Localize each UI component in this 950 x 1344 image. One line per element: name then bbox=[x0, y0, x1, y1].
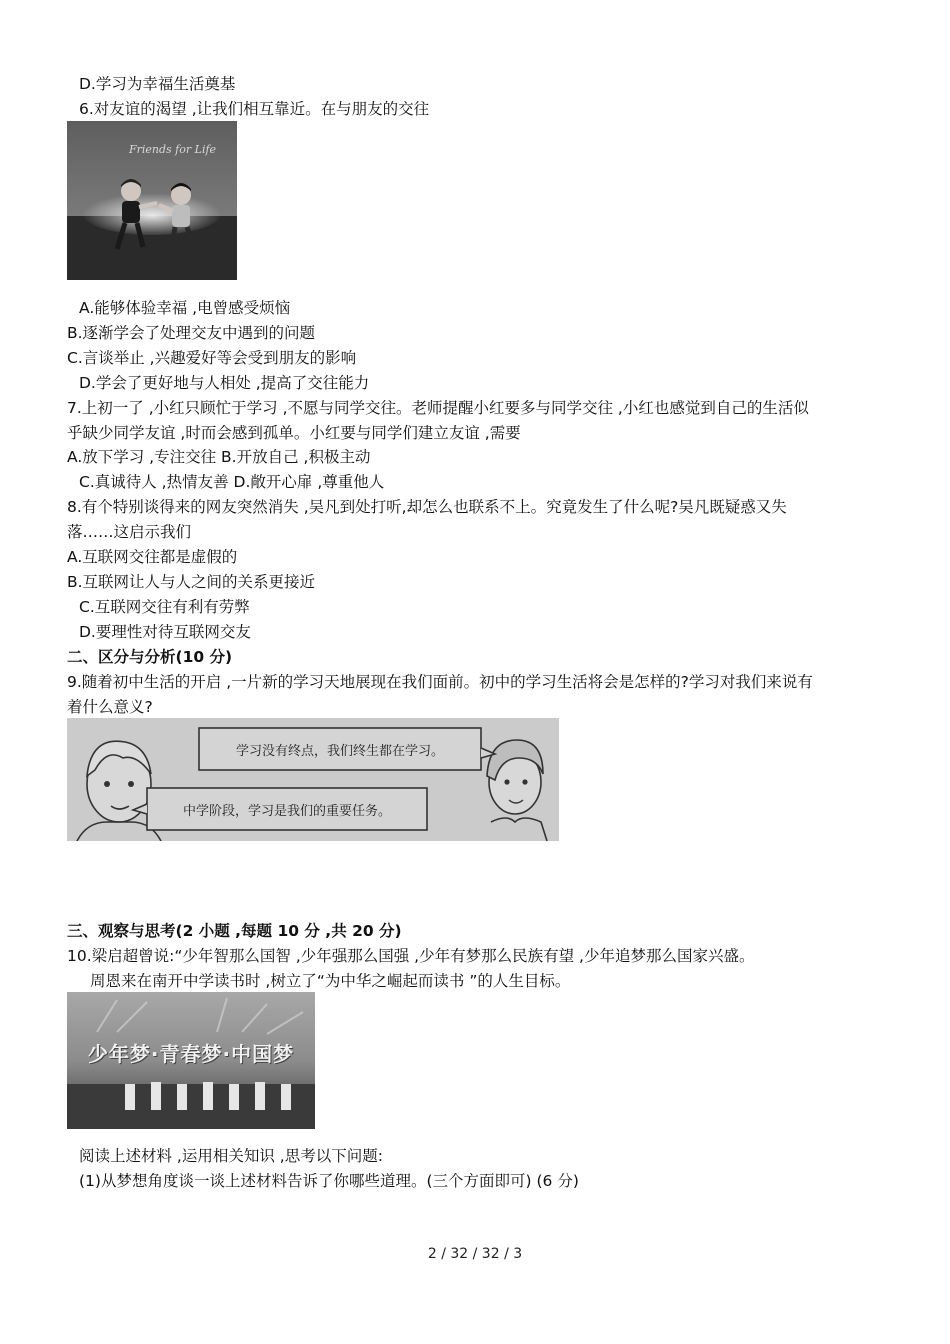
q8-stem-line-2: 落……这启示我们 bbox=[67, 523, 192, 541]
q6-option-b: B.逐渐学会了处理交友中遇到的问题 bbox=[67, 324, 316, 342]
q8-stem-line-1: 8.有个特别谈得来的网友突然消失 ,吴凡到处打听,却怎么也联系不上。究竟发生了什么呢?吴凡既疑惑又失 bbox=[67, 498, 787, 516]
q7-options-ab: A.放下学习 ,专注交往 B.开放自己 ,积极主动 bbox=[67, 448, 371, 466]
page-number: 2 / 32 / 32 / 3 bbox=[427, 1246, 523, 1262]
q10-instruction: 阅读上述材料 ,运用相关知识 ,思考以下问题: bbox=[79, 1147, 383, 1165]
section-2-title: 二、区分与分析(10 分) bbox=[67, 648, 233, 666]
q8-option-c: C.互联网交往有利有劳弊 bbox=[79, 598, 250, 616]
q9-stem-line-2: 着什么意义? bbox=[67, 698, 153, 716]
q6-stem: 6.对友谊的渴望 ,让我们相互靠近。在与朋友的交往 bbox=[79, 100, 430, 118]
q5-option-d: D.学习为幸福生活奠基 bbox=[79, 75, 236, 93]
q7-options-cd: C.真诚待人 ,热情友善 D.敞开心扉 ,尊重他人 bbox=[79, 473, 385, 491]
q8-option-a: A.互联网交往都是虚假的 bbox=[67, 548, 238, 566]
chinese-dream-photo bbox=[67, 992, 315, 1129]
q6-option-c: C.言谈举止 ,兴趣爱好等会受到朋友的影响 bbox=[67, 349, 357, 367]
q8-option-d: D.要理性对待互联网交友 bbox=[79, 623, 251, 641]
friends-for-life-image bbox=[67, 121, 237, 280]
speech-bubble-bottom: 中学阶段，学习是我们的重要任务。 bbox=[182, 804, 391, 819]
q6-option-d: D.学会了更好地与人相处 ,提高了交往能力 bbox=[79, 374, 370, 392]
q8-option-b: B.互联网让人与人之间的关系更接近 bbox=[67, 573, 316, 591]
q10-sub-question-1: (1)从梦想角度谈一谈上述材料告诉了你哪些道理。(三个方面即可) (6 分) bbox=[79, 1172, 579, 1190]
learning-cartoon-image bbox=[67, 718, 559, 841]
q6-option-a: A.能够体验幸福 ,电曾感受烦恼 bbox=[79, 299, 291, 317]
q7-stem-line-2: 乎缺少同学友谊 ,时而会感到孤单。小红要与同学们建立友谊 ,需要 bbox=[67, 424, 521, 442]
section-3-title: 三、观察与思考(2 小题 ,每题 10 分 ,共 20 分) bbox=[67, 922, 402, 940]
banner-text: 少年梦·青春梦·中国梦 bbox=[87, 1042, 295, 1066]
q10-line-2: 周恩来在南开中学读书时 ,树立了“为中华之崛起而读书 ”的人生目标。 bbox=[90, 972, 571, 990]
friends-for-life-title: Friends for Life bbox=[129, 143, 217, 156]
speech-bubble-top: 学习没有终点，我们终生都在学习。 bbox=[235, 744, 444, 759]
q7-stem-line-1: 7.上初一了 ,小红只顾忙于学习 ,不愿与同学交往。老师提醒小红要多与同学交往 ,小红也感觉到自己的生活似 bbox=[67, 399, 809, 417]
q9-stem-line-1: 9.随着初中生活的开启 ,一片新的学习天地展现在我们面前。初中的学习生活将会是怎样的?学习对我们来说有 bbox=[67, 673, 813, 691]
q10-line-1: 10.梁启超曾说:“少年智那么国智 ,少年强那么国强 ,少年有梦那么民族有望 ,少年追梦那么国家兴盛。 bbox=[67, 947, 755, 965]
